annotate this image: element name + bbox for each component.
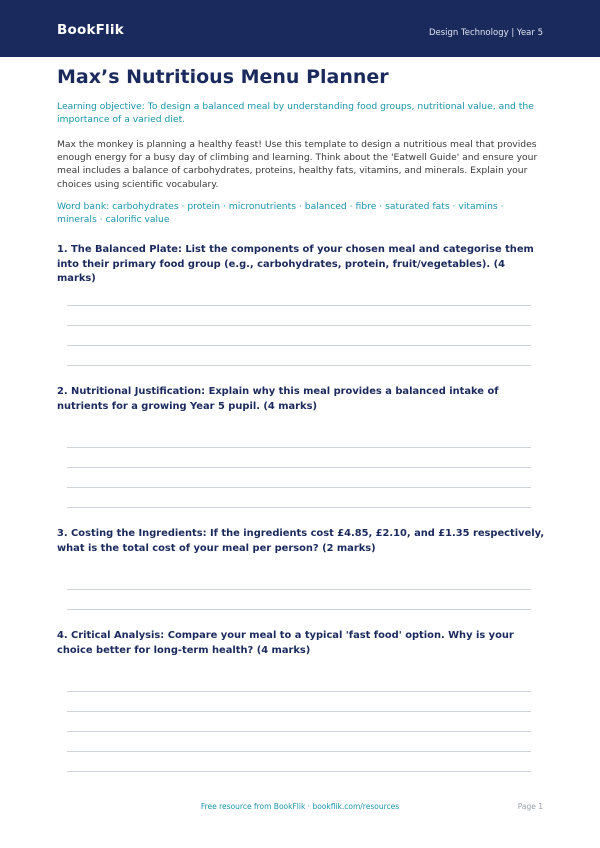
- answer-line[interactable]: [67, 305, 531, 306]
- answer-line[interactable]: [67, 731, 531, 732]
- answer-line[interactable]: [67, 447, 531, 448]
- answer-line[interactable]: [67, 751, 531, 752]
- answer-line[interactable]: [67, 589, 531, 590]
- subject-year-label: Design Technology | Year 5: [428, 28, 543, 38]
- answer-line[interactable]: [67, 365, 531, 366]
- page-number: Page 1: [517, 802, 543, 811]
- brand-logo: BookFlik: [57, 22, 124, 38]
- intro-paragraph: Max the monkey is planning a healthy feast! Use this template to design a nutritious meal that provides enough energy for a busy day of climbing and learning. Think about the 'Eatwell Guide' and ensure your meal includes a balance of carbohydrates, proteins, healthy fats, vitamins, and minerals. Explain your choices using scientific vocabulary.: [57, 139, 538, 190]
- answer-line[interactable]: [67, 609, 531, 610]
- page-title: Max’s Nutritious Menu Planner: [57, 66, 389, 88]
- answer-line[interactable]: [67, 467, 531, 468]
- answer-line[interactable]: [67, 345, 531, 346]
- question-4: 4. Critical Analysis: Compare your meal to a typical 'fast food' option. Why is your choice better for long-term health? (4 marks): [57, 630, 514, 656]
- answer-line[interactable]: [67, 691, 531, 692]
- answer-line[interactable]: [67, 487, 531, 488]
- footer-credit[interactable]: Free resource from BookFlik · bookflik.com/resources: [200, 802, 400, 811]
- word-bank: Word bank: carbohydrates · protein · micronutrients · balanced · fibre · saturated fats · vitamins · minerals · calorific value: [57, 201, 504, 225]
- learning-objective: Learning objective: To design a balanced meal by understanding food groups, nutritional value, and the importance of a varied diet.: [57, 101, 534, 125]
- answer-line[interactable]: [67, 771, 531, 772]
- answer-line[interactable]: [67, 507, 531, 508]
- answer-line[interactable]: [67, 325, 531, 326]
- question-3: 3. Costing the Ingredients: If the ingredients cost £4.85, £2.10, and £1.35 respectively, what is the total cost of your meal per person? (2 marks): [57, 528, 545, 554]
- page-header: [0, 0, 600, 57]
- answer-line[interactable]: [67, 711, 531, 712]
- question-1: 1. The Balanced Plate: List the components of your chosen meal and categorise them into their primary food group (e.g., carbohydrates, protein, fruit/vegetables). (4 marks): [57, 244, 534, 284]
- question-2: 2. Nutritional Justification: Explain why this meal provides a balanced intake of nutrients for a growing Year 5 pupil. (4 marks): [57, 386, 499, 412]
